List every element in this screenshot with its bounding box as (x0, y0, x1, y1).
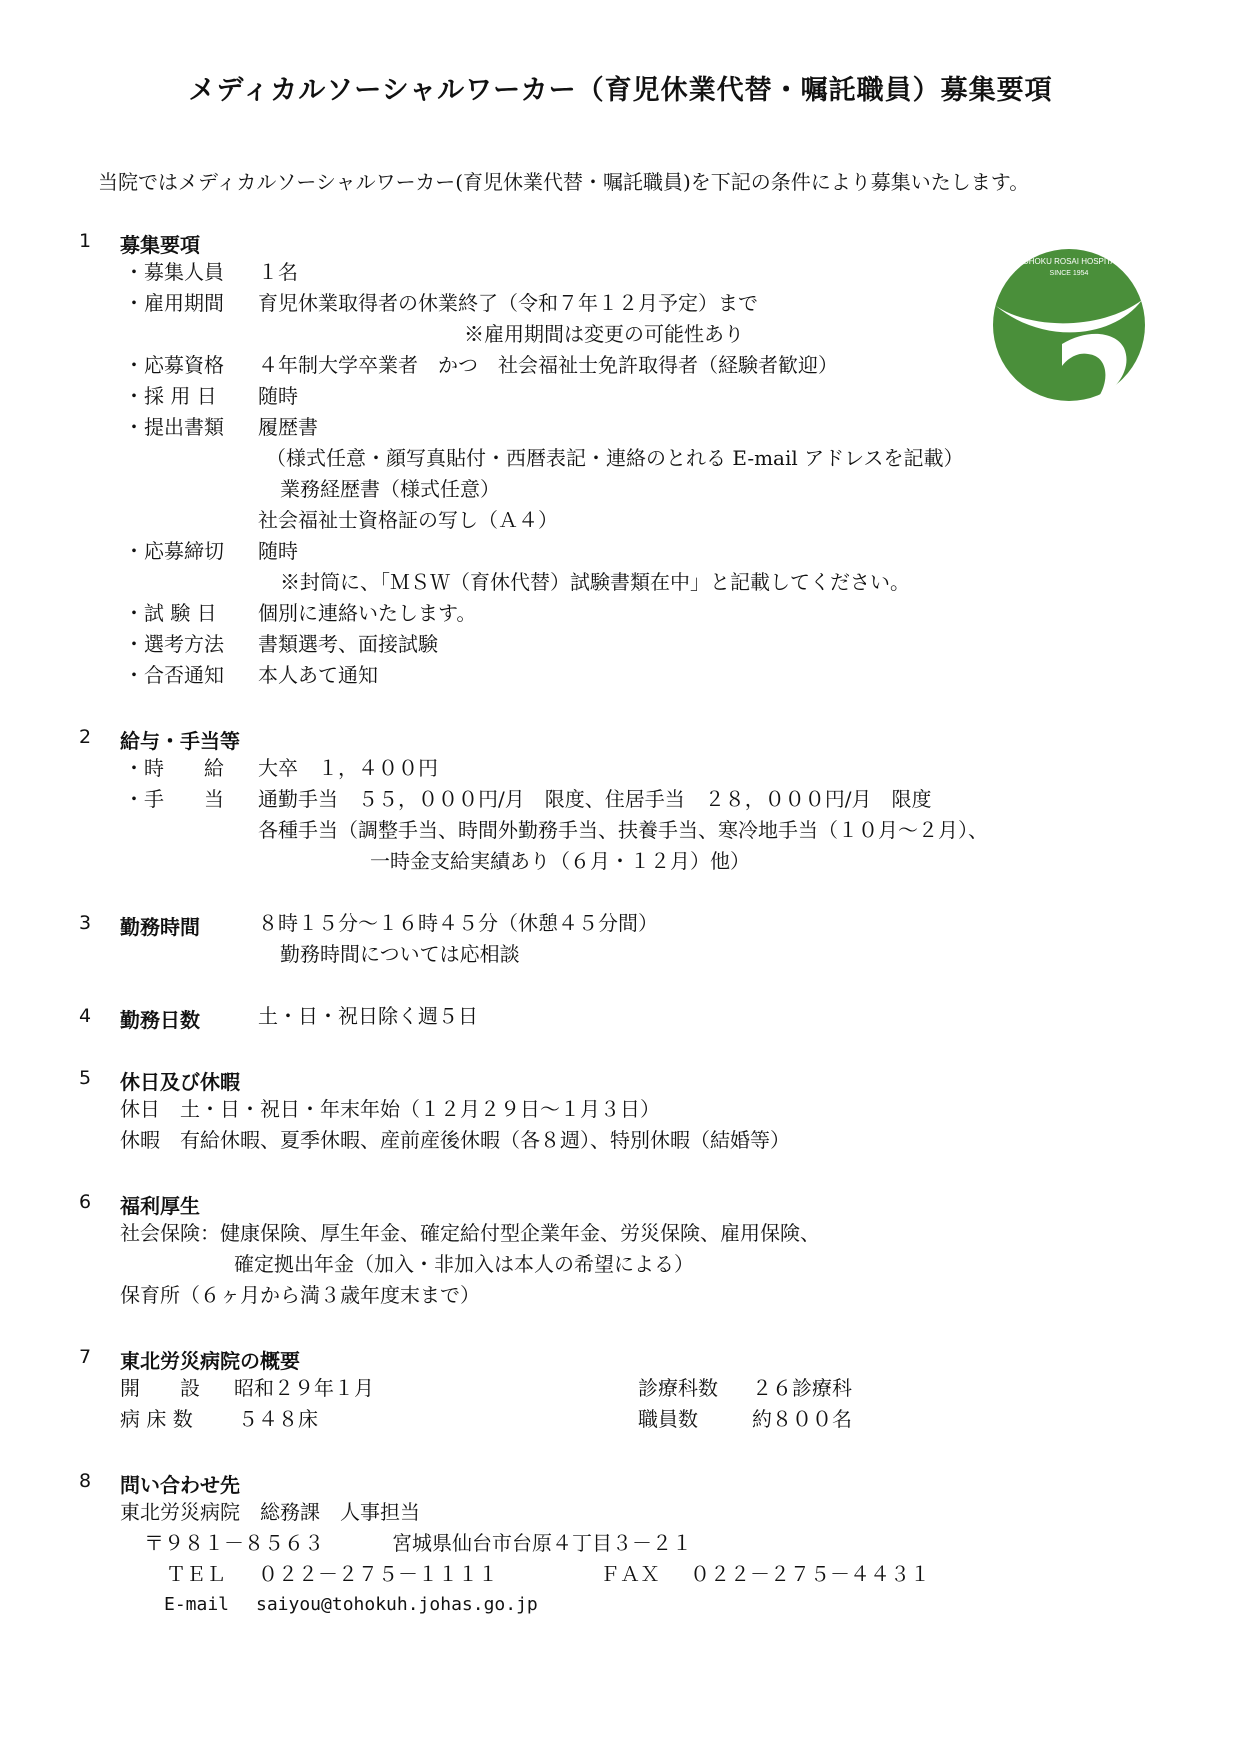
tel-label: ＴＥＬ (166, 1562, 226, 1586)
departments-value: ２６診療科 (752, 1376, 852, 1400)
recruit-count-value: １名 (258, 260, 298, 284)
section-6-heading: 福利厚生 (120, 1194, 200, 1218)
allowance-label: ・手 当 (124, 787, 224, 811)
hire-date-label: ・採 用 日 (124, 384, 217, 408)
result-notice-value: 本人あて通知 (258, 663, 378, 687)
contact-department: 東北労災病院 総務課 人事担当 (120, 1500, 420, 1524)
selection-method-label: ・選考方法 (124, 632, 224, 656)
section-6-number: 6 (79, 1191, 92, 1213)
employment-period-label: ・雇用期間 (124, 291, 224, 315)
established-value: 昭和２９年１月 (234, 1376, 374, 1400)
documents-resume: 履歴書 (258, 415, 318, 439)
allowance-various: 各種手当（調整手当、時間外勤務手当、扶養手当、寒冷地手当（１０月～２月）、 (258, 818, 988, 842)
established-label: 開 設 (120, 1376, 200, 1400)
exam-date-label: ・試 験 日 (124, 601, 217, 625)
beds-label: 病 床 数 (120, 1407, 193, 1431)
social-insurance-line: 社会保険：健康保険、厚生年金、確定給付型企業年金、労災保険、雇用保険、 (120, 1221, 820, 1245)
address: 宮城県仙台市台原４丁目３－２１ (392, 1531, 692, 1555)
recruit-count-label: ・募集人員 (124, 260, 224, 284)
working-days-value: 土・日・祝日除く週５日 (258, 1004, 478, 1028)
departments-label: 診療科数 (638, 1376, 718, 1400)
section-3-heading: 勤務時間 (120, 915, 200, 939)
section-1-number: 1 (79, 230, 92, 252)
qualification-label: ・応募資格 (124, 353, 224, 377)
leave-line: 休暇 有給休暇、夏季休暇、産前産後休暇（各８週）、特別休暇（結婚等） (120, 1128, 790, 1152)
section-1-heading: 募集要項 (120, 233, 200, 257)
working-hours-note: 勤務時間については応相談 (280, 942, 520, 966)
pension-line: 確定拠出年金（加入・非加入は本人の希望による） (234, 1252, 694, 1276)
documents-label: ・提出書類 (124, 415, 224, 439)
holidays-line: 休日 土・日・祝日・年末年始（１２月２９日～１月３日） (120, 1097, 660, 1121)
allowance-commute-housing: 通勤手当 ５５，０００円/月 限度、住居手当 ２８，０００円/月 限度 (258, 787, 932, 811)
email-link[interactable]: saiyou@tohokuh.johas.go.jp (256, 1594, 538, 1615)
page-title: メディカルソーシャルワーカー（育児休業代替・嘱託職員）募集要項 (188, 75, 1053, 106)
section-3-number: 3 (79, 912, 92, 934)
selection-method-value: 書類選考、面接試験 (258, 632, 438, 656)
hourly-wage-label: ・時 給 (124, 756, 224, 780)
employment-period-value: 育児休業取得者の休業終了（令和７年１２月予定）まで (258, 291, 758, 315)
section-4-heading: 勤務日数 (120, 1008, 200, 1032)
section-2-heading: 給与・手当等 (120, 729, 240, 753)
section-2-number: 2 (79, 726, 92, 748)
staff-value: 約８００名 (752, 1407, 852, 1431)
qualification-value: ４年制大学卒業者 かつ 社会福祉士免許取得者（経験者歓迎） (258, 353, 838, 377)
employment-period-note: ※雇用期間は変更の可能性あり (464, 322, 744, 346)
deadline-value: 随時 (258, 539, 298, 563)
fax-label: ＦＡＸ (600, 1562, 660, 1586)
documents-career: 業務経歴書（様式任意） (280, 477, 500, 501)
intro-text: 当院ではメディカルソーシャルワーカー(育児休業代替・嘱託職員)を下記の条件により募集いたします。 (98, 170, 1030, 194)
beds-value: ５４８床 (238, 1407, 318, 1431)
postal-code: 〒９８１－８５６３ (144, 1531, 324, 1555)
section-7-heading: 東北労災病院の概要 (120, 1349, 300, 1373)
tel-number: ０２２－２７５－１１１１ (258, 1562, 498, 1586)
email-label: E-mail (164, 1594, 230, 1615)
hire-date-value: 随時 (258, 384, 298, 408)
documents-resume-note: （様式任意・顔写真貼付・西暦表記・連絡のとれる E-mail アドレスを記載） (266, 446, 964, 470)
staff-label: 職員数 (638, 1407, 698, 1431)
hourly-wage-value: 大卒 １，４００円 (258, 756, 438, 780)
logo-text-name: TOHOKU ROSAI HOSPITAL (1017, 257, 1121, 266)
exam-date-value: 個別に連絡いたします。 (258, 601, 477, 625)
section-7-number: 7 (79, 1346, 92, 1368)
working-hours-value: ８時１５分～１６時４５分（休憩４５分間） (258, 911, 658, 935)
fax-number: ０２２－２７５－４４３１ (690, 1562, 930, 1586)
nursery-line: 保育所（６ヶ月から満３歳年度末まで） (120, 1283, 480, 1307)
documents-certificate: 社会福祉士資格証の写し（Ａ４） (258, 508, 558, 532)
section-5-heading: 休日及び休暇 (120, 1070, 240, 1094)
section-4-number: 4 (79, 1005, 92, 1027)
hospital-logo (992, 248, 1146, 402)
deadline-label: ・応募締切 (124, 539, 224, 563)
logo-text-since: SINCE 1954 (1049, 270, 1089, 277)
section-5-number: 5 (79, 1067, 92, 1089)
section-8-heading: 問い合わせ先 (120, 1473, 240, 1497)
allowance-bonus: 一時金支給実績あり（６月・１２月）他） (370, 849, 750, 873)
result-notice-label: ・合否通知 (124, 663, 224, 687)
section-8-number: 8 (79, 1470, 92, 1492)
envelope-note: ※封筒に、「ＭＳＷ（育休代替）試験書類在中」と記載してください。 (280, 570, 910, 594)
